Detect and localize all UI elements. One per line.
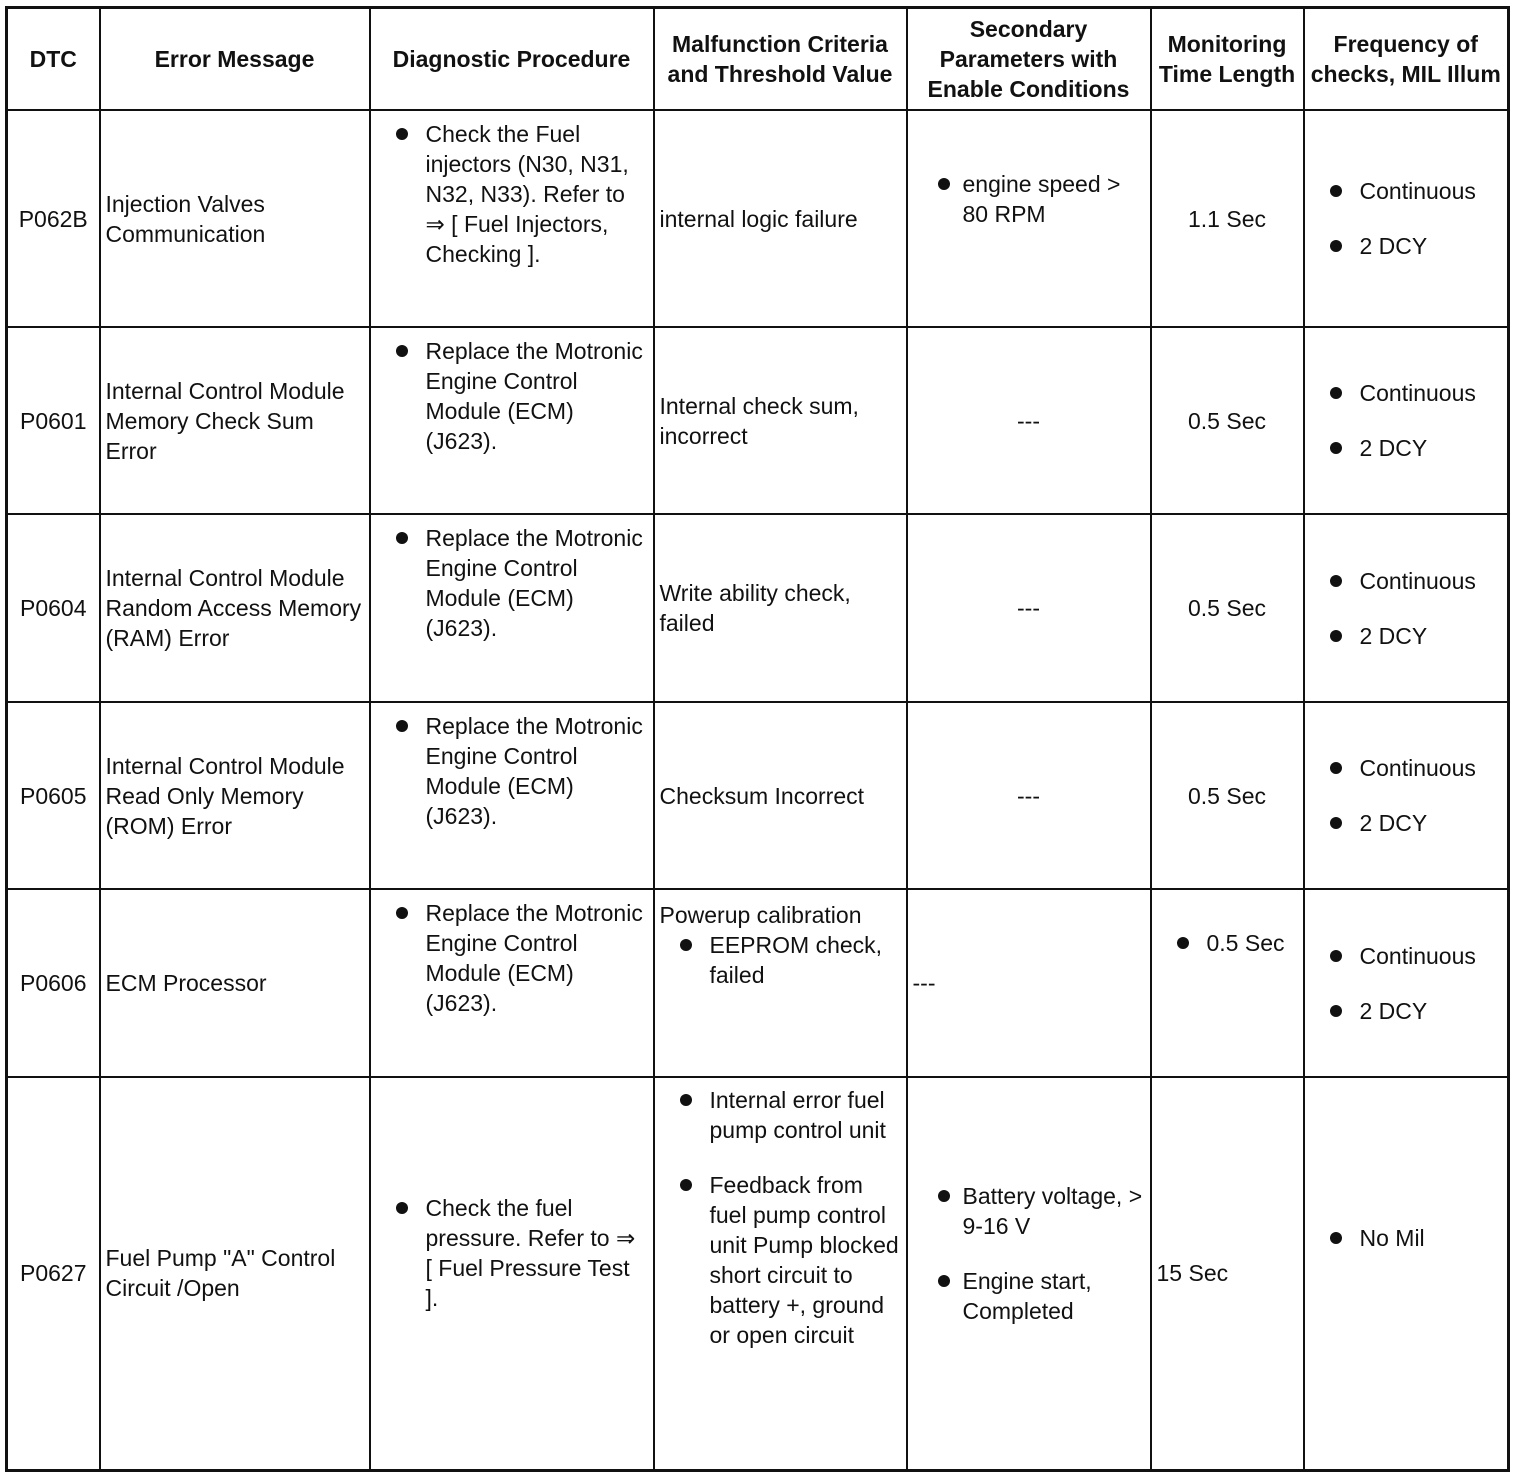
secondary-parameters: --- — [907, 514, 1151, 702]
secondary-parameters — [907, 110, 1151, 327]
malfunction-criteria — [654, 1077, 907, 1470]
secondary-parameters: --- — [907, 702, 1151, 889]
dtc-code: P0601 — [7, 327, 100, 514]
dtc-code: P0605 — [7, 702, 100, 889]
table-row — [7, 889, 1509, 1077]
criteria-heading: Powerup calibration — [659, 902, 862, 928]
table-row — [7, 110, 1509, 327]
monitoring-time: 0.5 Sec — [1151, 514, 1304, 702]
diagnostic-procedure — [370, 1077, 654, 1470]
procedure-item: Replace the Motronic Engine Control Module (ECM) (J623). — [376, 898, 648, 1018]
error-message: Internal Control Module Random Access Memory (RAM) Error — [100, 514, 370, 702]
criteria-item: Internal error fuel pump control unit — [660, 1085, 901, 1145]
frequency-item: Continuous — [1310, 176, 1503, 206]
frequency — [1304, 702, 1509, 889]
frequency-item: Continuous — [1310, 378, 1503, 408]
monitoring-time: 1.1 Sec — [1151, 110, 1304, 327]
frequency-item: 2 DCY — [1310, 808, 1503, 838]
malfunction-criteria: Internal check sum, incorrect — [654, 327, 907, 514]
diagnostic-procedure — [370, 110, 654, 327]
frequency — [1304, 327, 1509, 514]
secondary-item: Battery voltage, > 9-16 V — [913, 1181, 1145, 1241]
monitoring-time — [1151, 889, 1304, 1077]
secondary-item: engine speed > 80 RPM — [913, 169, 1145, 229]
frequency-item: No Mil — [1310, 1223, 1503, 1253]
table-row — [7, 1077, 1509, 1470]
dtc-code: P062B — [7, 110, 100, 327]
dtc-code: P0627 — [7, 1077, 100, 1470]
secondary-parameters: --- — [907, 889, 1151, 1077]
malfunction-criteria: internal logic failure — [654, 110, 907, 327]
header-dtc: DTC — [7, 8, 100, 111]
secondary-item: Engine start, Completed — [913, 1266, 1145, 1326]
error-message: Fuel Pump "A" Control Circuit /Open — [100, 1077, 370, 1470]
header-error-message: Error Message — [100, 8, 370, 111]
frequency — [1304, 889, 1509, 1077]
header-monitoring-time: Monitoring Time Length — [1151, 8, 1304, 111]
dtc-code: P0604 — [7, 514, 100, 702]
frequency — [1304, 1077, 1509, 1470]
dtc-table — [5, 6, 1510, 1472]
frequency-item: 2 DCY — [1310, 433, 1503, 463]
secondary-parameters: --- — [907, 327, 1151, 514]
malfunction-criteria: Write ability check, failed — [654, 514, 907, 702]
secondary-parameters — [907, 1077, 1151, 1470]
procedure-item: Replace the Motronic Engine Control Module (ECM) (J623). — [376, 523, 648, 643]
table-row — [7, 702, 1509, 889]
time-item: 0.5 Sec — [1157, 928, 1298, 958]
error-message: Injection Valves Communication — [100, 110, 370, 327]
frequency-item: Continuous — [1310, 753, 1503, 783]
frequency-item: 2 DCY — [1310, 996, 1503, 1026]
diagnostic-procedure — [370, 889, 654, 1077]
frequency-item: 2 DCY — [1310, 231, 1503, 261]
monitoring-time: 0.5 Sec — [1151, 702, 1304, 889]
frequency-item: Continuous — [1310, 941, 1503, 971]
header-malfunction-criteria: Malfunction Criteria and Threshold Value — [654, 8, 907, 111]
header-secondary-parameters: Secondary Parameters with Enable Conditions — [907, 8, 1151, 111]
procedure-item: Replace the Motronic Engine Control Module (ECM) (J623). — [376, 711, 648, 831]
header-diagnostic-procedure: Diagnostic Procedure — [370, 8, 654, 111]
error-message: ECM Processor — [100, 889, 370, 1077]
diagnostic-procedure — [370, 702, 654, 889]
diagnostic-procedure — [370, 514, 654, 702]
criteria-item: Feedback from fuel pump control unit Pump blocked short circuit to battery +, ground or open circuit — [660, 1170, 901, 1350]
error-message: Internal Control Module Memory Check Sum Error — [100, 327, 370, 514]
diagnostic-procedure — [370, 327, 654, 514]
table-row — [7, 327, 1509, 514]
frequency-item: Continuous — [1310, 566, 1503, 596]
malfunction-criteria: Checksum Incorrect — [654, 702, 907, 889]
procedure-item: Replace the Motronic Engine Control Module (ECM) (J623). — [376, 336, 648, 456]
malfunction-criteria — [654, 889, 907, 1077]
procedure-item: Check the Fuel injectors (N30, N31, N32, N33). Refer to ⇒ [ Fuel Injectors, Checking ]. — [376, 119, 648, 269]
table-row — [7, 514, 1509, 702]
header-frequency: Frequency of checks, MIL Illum — [1304, 8, 1509, 111]
frequency — [1304, 514, 1509, 702]
frequency — [1304, 110, 1509, 327]
error-message: Internal Control Module Read Only Memory (ROM) Error — [100, 702, 370, 889]
criteria-item: EEPROM check, failed — [660, 930, 901, 990]
frequency-item: 2 DCY — [1310, 621, 1503, 651]
dtc-code: P0606 — [7, 889, 100, 1077]
procedure-item: Check the fuel pressure. Refer to ⇒ [ Fuel Pressure Test ]. — [376, 1193, 648, 1313]
monitoring-time: 15 Sec — [1151, 1077, 1304, 1470]
header-row — [7, 8, 1509, 111]
monitoring-time: 0.5 Sec — [1151, 327, 1304, 514]
